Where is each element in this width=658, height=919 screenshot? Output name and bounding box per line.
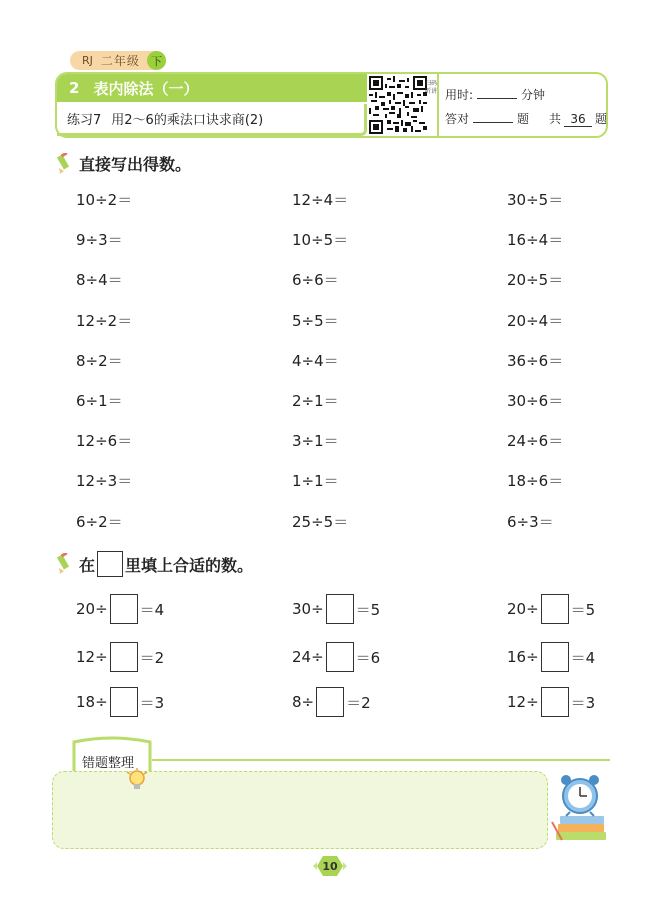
correct-label: 答对 — [445, 112, 470, 126]
fill-problem-right: ＝2 — [346, 693, 371, 712]
grade-label: 二年级 — [100, 54, 140, 68]
calc-problem[interactable]: 2÷1＝ — [292, 391, 339, 410]
fill-problem — [507, 593, 595, 625]
fill-problem-left: 30÷ — [292, 600, 324, 618]
calc-problem[interactable]: 8÷4＝ — [76, 270, 123, 289]
calc-problem[interactable]: 9÷3＝ — [76, 230, 123, 249]
answer-box[interactable] — [326, 642, 354, 672]
error-section-rule — [152, 759, 610, 761]
fill-problem-right: ＝6 — [355, 648, 381, 667]
fill-problem — [76, 686, 164, 718]
calc-problem[interactable]: 24÷6＝ — [507, 431, 564, 450]
calc-problem[interactable]: 20÷5＝ — [507, 270, 564, 289]
title-box-icon — [97, 551, 123, 577]
qr-code-icon[interactable] — [369, 76, 427, 134]
unit-bar — [57, 74, 367, 102]
lightbulb-icon — [126, 768, 148, 794]
time-unit: 分钟 — [521, 88, 546, 102]
calc-problem[interactable]: 6÷3＝ — [507, 512, 554, 531]
fill-problem-left: 20÷ — [76, 600, 108, 618]
lesson-title-block — [57, 74, 369, 136]
fill-problem-right: ＝3 — [139, 693, 165, 712]
section2-title — [55, 551, 253, 577]
calc-problem[interactable]: 6÷6＝ — [292, 270, 339, 289]
fill-problem — [76, 641, 164, 673]
correct-blank[interactable] — [473, 111, 513, 123]
fill-problem — [292, 686, 371, 718]
fill-problem-right: ＝3 — [570, 693, 596, 712]
calc-problem[interactable]: 12÷3＝ — [76, 471, 133, 490]
practice-title: 用2～6的乘法口诀求商(2) — [111, 113, 264, 128]
calc-problem[interactable]: 30÷5＝ — [507, 190, 564, 209]
correct-unit: 题 — [517, 112, 530, 126]
time-blank[interactable] — [477, 87, 517, 99]
answer-box[interactable] — [541, 594, 569, 624]
time-line — [445, 86, 545, 103]
calc-problem[interactable]: 12÷6＝ — [76, 431, 133, 450]
fill-problem-left: 24÷ — [292, 648, 324, 666]
section1-title — [55, 152, 191, 175]
answer-box[interactable] — [110, 594, 138, 624]
pencil-icon — [55, 153, 77, 175]
page-number: 10 — [322, 859, 338, 873]
calc-problem[interactable]: 6÷1＝ — [76, 391, 123, 410]
fill-problem-left: 20÷ — [507, 600, 539, 618]
error-section-label: 错题整理 — [82, 756, 135, 771]
header-divider — [437, 74, 439, 136]
calc-problem[interactable]: 16÷4＝ — [507, 230, 564, 249]
calc-problem[interactable]: 3÷1＝ — [292, 431, 339, 450]
volume-badge: 下 — [147, 51, 166, 70]
section2-title-after: 里填上合适的数。 — [125, 555, 254, 575]
calc-problem[interactable]: 25÷5＝ — [292, 512, 349, 531]
section1-title-text: 直接写出得数。 — [79, 155, 192, 174]
fill-problem-left: 16÷ — [507, 648, 539, 666]
page-number-badge — [313, 854, 347, 878]
fill-problem-right: ＝2 — [139, 648, 165, 667]
lesson-header — [55, 72, 608, 138]
fill-problem — [292, 641, 380, 673]
fill-problem-left: 12÷ — [76, 648, 108, 666]
calc-problem[interactable]: 4÷4＝ — [292, 351, 339, 370]
section2-title-before: 在 — [79, 555, 96, 575]
pencil-icon — [55, 553, 77, 575]
total-count: 36 — [564, 112, 592, 127]
calc-problem[interactable]: 1÷1＝ — [292, 471, 339, 490]
fill-problem — [507, 686, 595, 718]
fill-problem — [292, 593, 380, 625]
correct-line — [445, 110, 607, 127]
fill-problem-right: ＝4 — [139, 600, 165, 619]
edition-label: RJ — [82, 54, 93, 67]
practice-line — [57, 104, 367, 136]
answer-box[interactable] — [316, 687, 344, 717]
calc-problem[interactable]: 8÷2＝ — [76, 351, 123, 370]
answer-box[interactable] — [326, 594, 354, 624]
alarm-clock-books-icon — [550, 772, 610, 842]
calc-problem[interactable]: 12÷4＝ — [292, 190, 349, 209]
fill-problem-right: ＝4 — [570, 648, 596, 667]
calc-problem[interactable]: 10÷5＝ — [292, 230, 349, 249]
answer-box[interactable] — [541, 642, 569, 672]
answer-box[interactable] — [110, 687, 138, 717]
score-block — [445, 74, 608, 136]
total-unit: 题 — [595, 112, 608, 126]
qr-caption: 扫码听讲 — [425, 80, 438, 95]
calc-problem[interactable]: 6÷2＝ — [76, 512, 123, 531]
answer-box[interactable] — [110, 642, 138, 672]
fill-problem-left: 8÷ — [292, 693, 315, 711]
time-label: 用时: — [445, 88, 474, 102]
fill-problem-left: 12÷ — [507, 693, 539, 711]
fill-problem-right: ＝5 — [355, 600, 381, 619]
calc-problem[interactable]: 10÷2＝ — [76, 190, 133, 209]
fill-problem — [507, 641, 595, 673]
unit-title: 表内除法（一） — [93, 79, 199, 98]
fill-problem-right: ＝5 — [570, 600, 596, 619]
unit-number: 2 — [69, 79, 80, 97]
fill-problem-left: 18÷ — [76, 693, 108, 711]
calc-problem[interactable]: 18÷6＝ — [507, 471, 564, 490]
calc-problem[interactable]: 20÷4＝ — [507, 311, 564, 330]
calc-problem[interactable]: 30÷6＝ — [507, 391, 564, 410]
calc-problem[interactable]: 12÷2＝ — [76, 311, 133, 330]
fill-problem — [76, 593, 164, 625]
calc-problem[interactable]: 5÷5＝ — [292, 311, 339, 330]
calc-problem[interactable]: 36÷6＝ — [507, 351, 564, 370]
grade-tag — [70, 51, 166, 70]
answer-box[interactable] — [541, 687, 569, 717]
total-label: 共 — [549, 112, 562, 126]
practice-number: 练习7 — [67, 113, 102, 128]
